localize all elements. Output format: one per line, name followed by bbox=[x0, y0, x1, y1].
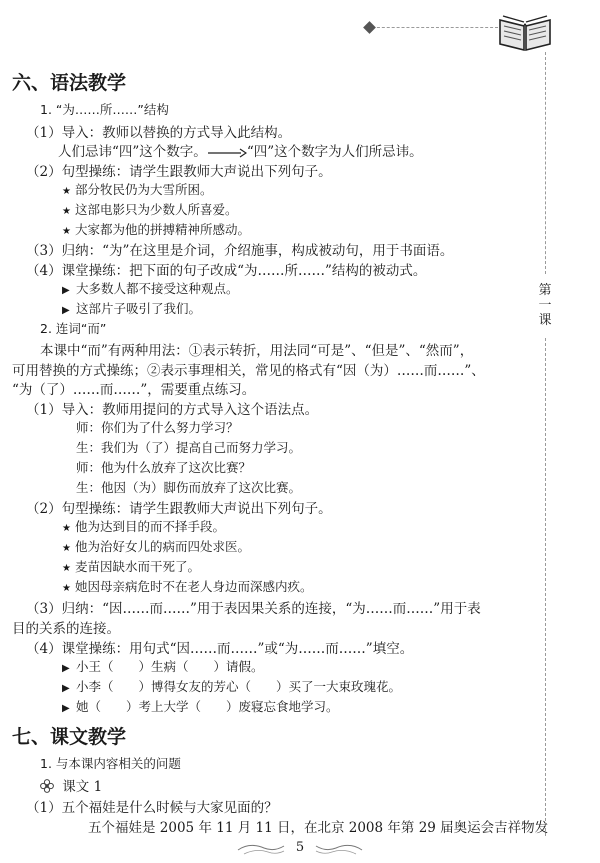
star-bullet-icon: ★ bbox=[62, 523, 71, 534]
g2-star-4: ★ 她因母亲病危时不在老人身边而深感内疚。 bbox=[62, 579, 313, 594]
s7-sub-1: 1. 与本课内容相关的问题 bbox=[40, 756, 181, 771]
g1-step-3: （3）归纳：“为”在这里是介词，介绍施事，构成被动句，用于书面语。 bbox=[26, 243, 454, 259]
g2-dialog-3: 师：他为什么放弃了这次比赛？ bbox=[76, 460, 252, 475]
g1-example-transformed: “四”这个数字为人们所忌讳。 bbox=[246, 144, 423, 160]
header-dashed-rule bbox=[372, 27, 498, 28]
triangle-bullet-icon: ▶ bbox=[62, 703, 70, 714]
flower-ornament-icon bbox=[40, 779, 54, 793]
star-bullet-icon: ★ bbox=[62, 543, 71, 554]
g2-tri-1: ▶ 小王（ ）生病（ ）请假。 bbox=[62, 659, 264, 674]
star-bullet-icon: ★ bbox=[62, 563, 71, 574]
g1-star-3: ★ 大家都为他的拼搏精神所感动。 bbox=[62, 222, 251, 237]
g2-tri-2: ▶ 小李（ ）博得女友的芳心（ ）买了一大束玫瑰花。 bbox=[62, 679, 402, 694]
star-bullet-icon: ★ bbox=[62, 226, 71, 237]
g1-tri-1: ▶ 大多数人都不接受这种观点。 bbox=[62, 281, 239, 296]
g1-example-original: 人们忌讳“四”这个数字。 bbox=[58, 144, 207, 160]
g2-star-1: ★ 他为达到目的而不择手段。 bbox=[62, 519, 226, 534]
g2-tri-3: ▶ 她（ ）考上大学（ ）废寝忘食地学习。 bbox=[62, 699, 339, 714]
g1-star-1: ★ 部分牧民仍为大雪所困。 bbox=[62, 182, 213, 197]
g1-star-2: ★ 这部电影只为少数人所喜爱。 bbox=[62, 202, 238, 217]
g1-step-2: （2）句型操练：请学生跟教师大声说出下列句子。 bbox=[26, 164, 332, 180]
g2-star-2: ★ 他为治好女儿的病而四处求医。 bbox=[62, 539, 251, 554]
star-bullet-icon: ★ bbox=[62, 583, 71, 594]
g2-dialog-4: 生：他因（为）脚伤而放弃了这次比赛。 bbox=[76, 480, 302, 495]
section-6-heading: 六、语法教学 bbox=[12, 72, 127, 94]
side-tab-lesson: 第 一 课 bbox=[538, 283, 552, 328]
g1-step-4: （4）课堂操练：把下面的句子改成“为……所……”结构的被动式。 bbox=[26, 263, 427, 279]
margin-dashed-rule-top bbox=[545, 52, 546, 274]
g2-step-3-line-1: （3）归纳：“因……而……”用于表因果关系的连接，“为……而……”用于表 bbox=[26, 601, 481, 617]
g2-step-1: （1）导入：教师用提问的方式导入这个语法点。 bbox=[26, 402, 319, 418]
star-bullet-icon: ★ bbox=[62, 186, 71, 197]
g2-title: 2. 连词“而” bbox=[40, 321, 107, 336]
s7-answer-1: 五个福娃是 2005 年 11 月 11 日，在北京 2008 年第 29 届奥运会吉祥物发 bbox=[88, 820, 549, 836]
g2-step-4: （4）课堂操练：用句式“因……而……”或“为……而……”填空。 bbox=[26, 641, 414, 657]
g2-dialog-2: 生：我们为（了）提高自己而努力学习。 bbox=[76, 440, 302, 455]
g2-para-line-2: 可用替换的方式操练；②表示事理相关，常见的格式有“因（为）……而……”、 bbox=[12, 363, 485, 379]
s7-question-1: （1）五个福娃是什么时候与大家见面的？ bbox=[26, 800, 278, 816]
g2-step-2: （2）句型操练：请学生跟教师大声说出下列句子。 bbox=[26, 501, 332, 517]
g2-dialog-1: 师：你们为了什么努力学习？ bbox=[76, 420, 239, 435]
s7-text-label: 课文 1 bbox=[40, 775, 102, 795]
margin-dashed-rule-bottom bbox=[545, 338, 546, 836]
right-arrow-icon bbox=[207, 148, 247, 158]
g2-para-line-3: “为（了）……而……”，需要重点练习。 bbox=[12, 382, 256, 398]
g1-example bbox=[58, 140, 423, 160]
g2-para-line-1: 本课中“而”有两种用法：①表示转折，用法同“可是”、“但是”、“然而”， bbox=[40, 343, 474, 359]
star-bullet-icon: ★ bbox=[62, 206, 71, 217]
triangle-bullet-icon: ▶ bbox=[62, 285, 70, 296]
triangle-bullet-icon: ▶ bbox=[62, 663, 70, 674]
g2-step-3-line-2: 目的关系的连接。 bbox=[12, 621, 120, 637]
triangle-bullet-icon: ▶ bbox=[62, 683, 70, 694]
g1-title: 1. “为……所……”结构 bbox=[40, 102, 169, 117]
triangle-bullet-icon: ▶ bbox=[62, 305, 70, 316]
header-diamond-ornament bbox=[363, 21, 376, 34]
g1-tri-2: ▶ 这部片子吸引了我们。 bbox=[62, 301, 202, 316]
page-number: 5 bbox=[295, 840, 305, 855]
g2-star-3: ★ 麦苗因缺水而干死了。 bbox=[62, 559, 201, 574]
g1-step-1: （1）导入：教师以替换的方式导入此结构。 bbox=[26, 125, 292, 141]
open-book-icon bbox=[496, 8, 554, 52]
section-7-heading: 七、课文教学 bbox=[12, 726, 127, 748]
